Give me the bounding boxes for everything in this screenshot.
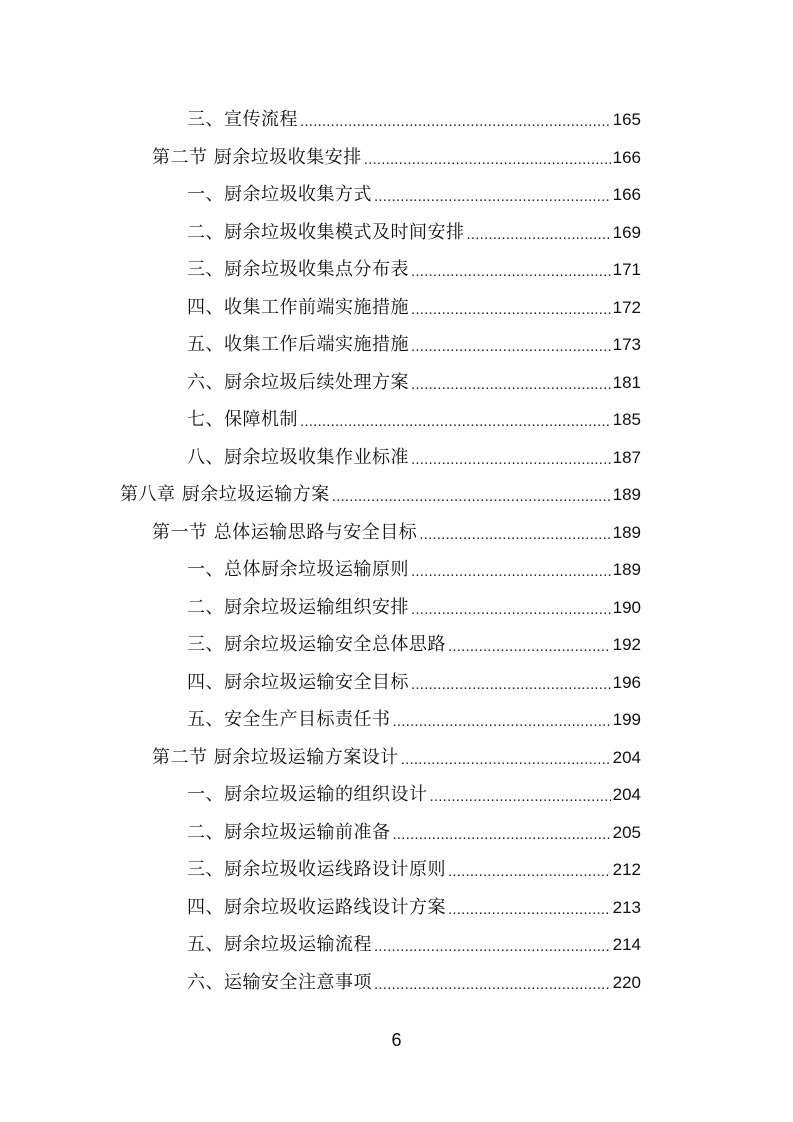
toc-entry-page: 171 [612,260,641,279]
toc-entry-title: 三、厨余垃圾收运线路设计原则 [187,859,446,880]
toc-entry[interactable] [0,101,793,139]
toc-entry[interactable] [0,814,793,852]
toc-entry-page: 189 [612,485,641,504]
toc-entry-page: 204 [612,785,641,804]
toc-dot-leader [374,178,611,216]
toc-entry-title: 五、收集工作后端实施措施 [187,334,409,355]
toc-entry-page: 204 [612,747,641,767]
toc-dot-leader [448,853,611,891]
toc-entry-title: 三、厨余垃圾运输安全总体思路 [187,634,446,655]
table-of-contents [0,101,793,1001]
toc-entry-page: 189 [612,522,641,542]
toc-entry[interactable] [0,476,793,514]
toc-dot-leader [411,328,611,366]
toc-entry-page: 173 [612,335,641,354]
page-number: 6 [391,1030,402,1050]
toc-entry[interactable] [0,514,793,552]
toc-dot-leader [374,966,611,1004]
toc-entry[interactable] [0,701,793,739]
toc-entry-title: 七、保障机制 [187,409,298,430]
toc-entry-title: 第二节 厨余垃圾收集安排 [152,146,362,168]
toc-entry-page: 187 [612,447,641,467]
toc-entry[interactable] [0,439,793,477]
toc-dot-leader [393,816,611,854]
toc-dot-leader [411,291,611,329]
toc-entry[interactable] [0,664,793,702]
toc-entry-page: 220 [612,972,641,992]
toc-entry-page: 181 [612,372,641,392]
toc-entry[interactable] [0,364,793,402]
toc-entry[interactable] [0,889,793,927]
toc-entry[interactable] [0,851,793,889]
toc-entry-title: 二、厨余垃圾运输前准备 [187,821,391,843]
toc-dot-leader [401,741,611,779]
toc-entry-title: 一、厨余垃圾运输的组织设计 [187,784,428,805]
toc-entry[interactable] [0,551,793,589]
toc-entry-title: 六、运输安全注意事项 [187,971,372,993]
toc-entry[interactable] [0,401,793,439]
toc-entry-title: 六、厨余垃圾后续处理方案 [187,371,409,393]
toc-entry-title: 第八章 厨余垃圾运输方案 [120,484,330,505]
toc-dot-leader [364,141,611,179]
toc-entry-page: 192 [612,635,641,654]
toc-entry[interactable] [0,926,793,964]
toc-entry-page: 166 [612,147,641,167]
toc-entry[interactable] [0,251,793,289]
toc-entry-page: 189 [612,560,641,579]
toc-dot-leader [374,928,611,966]
toc-dot-leader [448,628,611,666]
toc-dot-leader [411,253,611,291]
toc-dot-leader [411,666,611,704]
toc-entry-title: 二、厨余垃圾收集模式及时间安排 [187,221,465,243]
toc-dot-leader [448,891,611,929]
toc-entry-title: 四、厨余垃圾运输安全目标 [187,671,409,693]
toc-entry-title: 四、厨余垃圾收运路线设计方案 [187,896,446,918]
toc-dot-leader [411,553,611,591]
toc-entry-page: 190 [612,597,641,617]
toc-entry-title: 一、厨余垃圾收集方式 [187,184,372,205]
toc-dot-leader [430,778,611,816]
toc-entry-page: 165 [612,110,641,129]
toc-dot-leader [411,441,611,479]
toc-entry[interactable] [0,139,793,177]
toc-dot-leader [300,103,611,141]
toc-entry-page: 213 [612,897,641,917]
toc-dot-leader [467,216,611,254]
toc-entry-page: 185 [612,410,641,429]
toc-entry-title: 五、安全生产目标责任书 [187,709,391,730]
toc-entry-title: 三、宣传流程 [187,109,298,130]
toc-entry-title: 第一节 总体运输思路与安全目标 [152,521,418,543]
toc-entry-title: 第二节 厨余垃圾运输方案设计 [152,746,399,768]
toc-entry-title: 三、厨余垃圾收集点分布表 [187,259,409,280]
toc-entry-page: 205 [612,822,641,842]
toc-entry[interactable] [0,289,793,327]
toc-entry-title: 八、厨余垃圾收集作业标准 [187,446,409,468]
toc-dot-leader [419,516,610,554]
toc-entry-page: 169 [612,222,641,242]
toc-entry-title: 四、收集工作前端实施措施 [187,296,409,318]
toc-entry-page: 212 [612,860,641,879]
toc-dot-leader [393,703,611,741]
toc-entry-title: 一、总体厨余垃圾运输原则 [187,559,409,580]
toc-entry[interactable] [0,739,793,777]
toc-dot-leader [411,366,611,404]
toc-entry[interactable] [0,964,793,1002]
toc-dot-leader [300,403,611,441]
toc-entry-page: 214 [612,935,641,954]
toc-entry[interactable] [0,176,793,214]
toc-entry-page: 196 [612,672,641,692]
toc-entry[interactable] [0,776,793,814]
toc-entry-page: 172 [612,297,641,317]
toc-dot-leader [332,478,611,516]
toc-entry[interactable] [0,214,793,252]
toc-entry-page: 199 [612,710,641,729]
toc-entry-page: 166 [612,185,641,204]
toc-entry[interactable] [0,626,793,664]
toc-entry[interactable] [0,589,793,627]
toc-entry[interactable] [0,326,793,364]
toc-entry-title: 二、厨余垃圾运输组织安排 [187,596,409,618]
toc-entry-title: 五、厨余垃圾运输流程 [187,934,372,955]
toc-dot-leader [411,591,611,629]
